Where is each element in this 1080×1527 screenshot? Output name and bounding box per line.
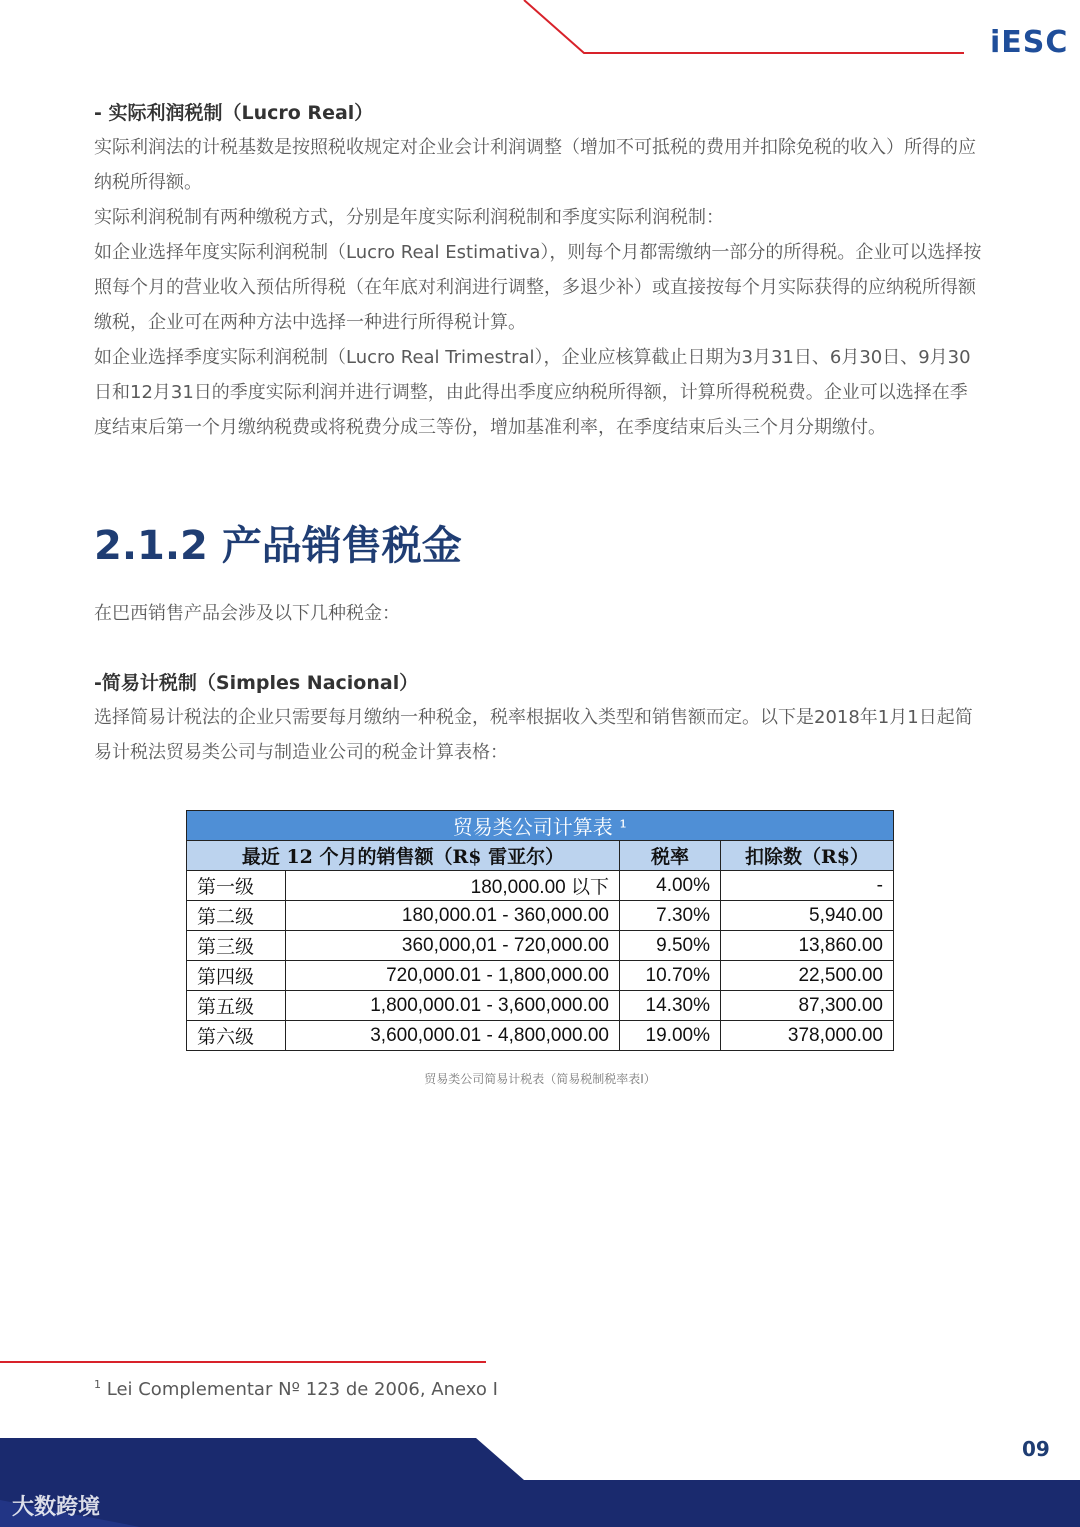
level-cell: 第三级 xyxy=(187,931,286,961)
table-title: 贸易类公司计算表 ¹ xyxy=(187,811,894,841)
range-cell: 180,000.01 - 360,000.00 xyxy=(286,901,620,931)
table-row xyxy=(187,961,894,991)
rate-cell: 9.50% xyxy=(620,931,721,961)
table-row xyxy=(187,931,894,961)
rate-cell: 14.30% xyxy=(620,991,721,1021)
level-cell: 第二级 xyxy=(187,901,286,931)
rate-cell: 7.30% xyxy=(620,901,721,931)
column-header-rate: 税率 xyxy=(620,841,721,871)
tax-table xyxy=(186,810,894,1051)
lucro-real-heading: - 实际利润税制（Lucro Real） xyxy=(94,102,374,124)
level-cell: 第一级 xyxy=(187,871,286,901)
deduction-cell: - xyxy=(721,871,894,901)
footnote-marker: 1 xyxy=(94,1378,101,1391)
level-cell: 第四级 xyxy=(187,961,286,991)
footnote-divider xyxy=(0,1361,486,1363)
range-cell: 1,800,000.01 - 3,600,000.00 xyxy=(286,991,620,1021)
paragraph: 如企业选择年度实际利润税制（Lucro Real Estimativa），则每个月都需缴纳一部分的所得税。企业可以选择按照每个月的营业收入预估所得税（在年底对利润进行调整，多退少补）或直接按每个月实际获得的应纳税所得额缴税，企业可在两种方法中选择一种进行所得税计算。 xyxy=(94,242,982,333)
paragraph: 实际利润税制有两种缴税方式，分别是年度实际利润税制和季度实际利润税制： xyxy=(94,207,724,228)
range-cell: 360,000,01 - 720,000.00 xyxy=(286,931,620,961)
column-header-deduction: 扣除数（R$） xyxy=(721,841,894,871)
paragraph: 实际利润法的计税基数是按照税收规定对企业会计利润调整（增加不可抵税的费用并扣除免税的收入）所得的应纳税所得额。 xyxy=(94,137,976,193)
table-row xyxy=(187,901,894,931)
header-decoration xyxy=(0,0,1080,60)
watermark: 大数跨境 xyxy=(12,1495,101,1520)
range-cell: 3,600,000.01 - 4,800,000.00 xyxy=(286,1021,620,1051)
deduction-cell: 5,940.00 xyxy=(721,901,894,931)
table-row xyxy=(187,991,894,1021)
range-cell: 720,000.01 - 1,800,000.00 xyxy=(286,961,620,991)
rate-cell: 4.00% xyxy=(620,871,721,901)
section-title: 2.1.2 产品销售税金 xyxy=(94,523,462,569)
table-row xyxy=(187,1021,894,1051)
paragraph: 选择简易计税法的企业只需要每月缴纳一种税金，税率根据收入类型和销售额而定。以下是2018年1月1日起简易计税法贸易类公司与制造业公司的税金计算表格： xyxy=(94,707,973,763)
table-header-row xyxy=(187,841,894,871)
column-header-range: 最近 12 个月的销售额（R$ 雷亚尔） xyxy=(187,841,620,871)
deduction-cell: 22,500.00 xyxy=(721,961,894,991)
simples-section xyxy=(94,666,984,770)
rate-cell: 10.70% xyxy=(620,961,721,991)
deduction-cell: 13,860.00 xyxy=(721,931,894,961)
rate-cell: 19.00% xyxy=(620,1021,721,1051)
range-cell: 180,000.00 以下 xyxy=(286,871,620,901)
page-number: 09 xyxy=(1022,1437,1050,1461)
lucro-real-section xyxy=(94,96,984,445)
simples-heading: -简易计税制（Simples Nacional） xyxy=(94,672,419,694)
table-caption: 贸易类公司简易计税表（简易税制税率表I） xyxy=(424,1072,656,1086)
table-row xyxy=(187,871,894,901)
intro-text: 在巴西销售产品会涉及以下几种税金： xyxy=(94,603,400,624)
deduction-cell: 378,000.00 xyxy=(721,1021,894,1051)
level-cell: 第五级 xyxy=(187,991,286,1021)
paragraph: 如企业选择季度实际利润税制（Lucro Real Trimestral），企业应核算截止日期为3月31日、6月30日、9月30日和12月31日的季度实际利润并进行调整，由此得出季度应纳税所得额，计算所得税税费。企业可以选择在季度结束后第一个月缴纳税费或将税费分成三等份，增加基准利率，在季度结束后头三个月分期缴付。 xyxy=(94,347,971,438)
footnote xyxy=(94,1378,498,1400)
footer-band xyxy=(0,1430,1080,1527)
level-cell: 第六级 xyxy=(187,1021,286,1051)
deduction-cell: 87,300.00 xyxy=(721,991,894,1021)
brand-logo: iESC xyxy=(990,25,1069,60)
footnote-text: Lei Complementar Nº 123 de 2006, Anexo I xyxy=(106,1379,498,1400)
